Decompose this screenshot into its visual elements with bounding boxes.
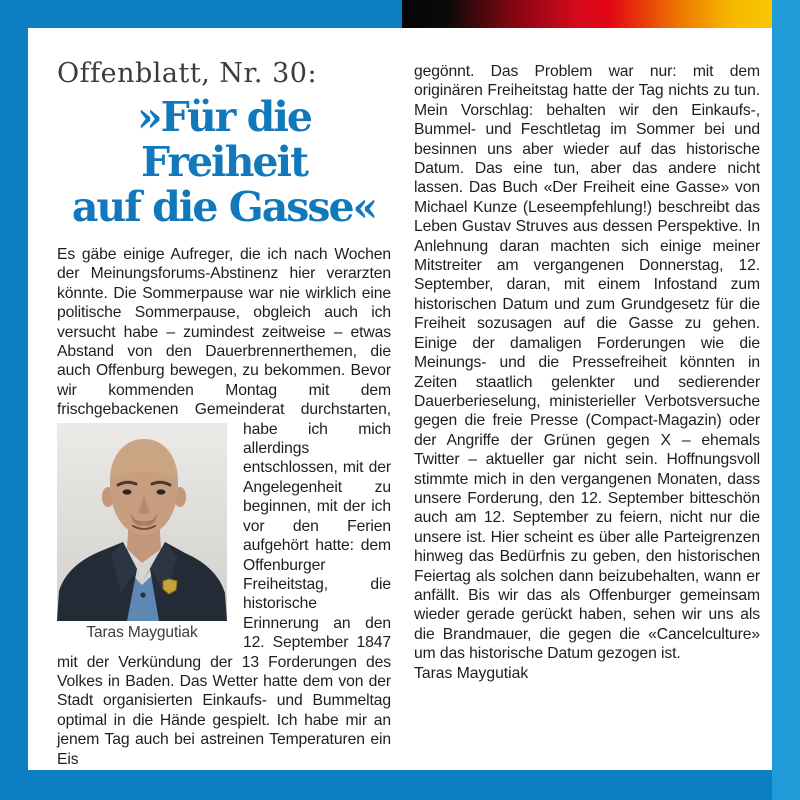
author-signature: Taras Maygutiak bbox=[414, 664, 529, 682]
bottom-border-bar bbox=[0, 770, 772, 800]
headline-line-1: »Für die Freiheit bbox=[136, 93, 312, 186]
right-border-bar bbox=[772, 0, 800, 800]
kicker: Offenblatt, Nr. 30: bbox=[57, 58, 318, 89]
left-column bbox=[57, 58, 391, 769]
author-photo-figure bbox=[57, 423, 227, 645]
left-text-before-photo: Es gäbe einige Aufreger, die ich nach Wochen der Meinungsforums-Abstinenz hier verarzten könnte. Die Sommerpause war nie wirklich eine politische Sommerpause, obgleich auch ich versucht habe – zumindest zeitweise – etwas Abstand von den Dauerbrennerthemen, die auch Offenburg bewegen, zu bekommen. Bevor wir kommenden Montag mit dem frischgebackenen Gemeinderat durchstarten, habe bbox=[57, 246, 391, 438]
headline bbox=[57, 95, 391, 230]
top-border-bar bbox=[0, 0, 402, 28]
german-flag-stripe bbox=[402, 0, 772, 28]
right-column-text: gegönnt. Das Problem war nur: mit dem originären Freiheitstag hatte der Tag nichts zu tun. Mein Vorschlag: behalten wir den Einkaufs-, Bummel- und Feschtletag im Sommer bei und besinnen uns aber wieder auf das historische Datum. Das eine tun, aber das andere nicht lassen. Das Buch «Der Freiheit eine Gasse» von Michael Kunze (Leseempfehlung!) beschreibt das Leben Gustav Struves aus dessen Perspektive. In Anlehnung daran machten sich einige meiner Mitstreiter am vergangenen Donnerstag, 12. September, daran, mit einem Infostand zum historischen Datum und zum Grundgesetz für die Freiheit sozusagen auf die Gasse zu gehen. Einige der damaligen Forderungen wie die Meinungs- und die Pressefreiheit könnten in Zeiten staatlich gelenkter und sedierender Dauerberieselung, ministerieller Verbotsversuche gegen die freie Presse (Compact-Magazin) oder der Angriffe der Grünen gegen X – ehemals Twitter – aktueller gar nicht sein. Hoffnungsvoll stimmte mich in den vergangenen Monaten, dass unsere Forderung, den 12. September bitteschön auch am 12. September zu feiern, nicht nur die unsere ist. Hier scheint es über alle Parteigrenzen hinweg das Bedürfnis zu geben, den historischen Feiertag als solchen dann beizubehalten, wann er anfällt. Bis wir das als Offenburger gemeinsam wieder gerade gerückt haben, sehen wir uns als die Brandmauer, die gegen die «Cancelculture» um das historische Datum gezogen ist. bbox=[414, 63, 760, 663]
headline-line-2: auf die Gasse« bbox=[71, 183, 377, 231]
left-border-bar bbox=[0, 0, 28, 800]
left-text-after-photo: ich mich allerdings entschlossen, mit der Angelegenheit zu beginnen, mit der ich vor den Ferien aufgehört hatte: dem Offenburger Freiheitstag, die historische Erinnerung an den 12. September 1847 mit der Verkündung der 13 Forderungen des Volkes in Baden. Das Wetter hatte dem von der Stadt organisierten Einkaufs- und Bummeltag optimal in die Hände gespielt. Ich habe mir an jenem Tag auch bei astreinen Temperaturen ein Eis bbox=[57, 420, 391, 768]
right-column bbox=[414, 62, 760, 683]
photo-caption: Taras Maygutiak bbox=[86, 623, 198, 641]
left-column-text bbox=[57, 245, 391, 769]
article-sheet bbox=[28, 28, 772, 770]
portrait-photo bbox=[57, 423, 227, 621]
